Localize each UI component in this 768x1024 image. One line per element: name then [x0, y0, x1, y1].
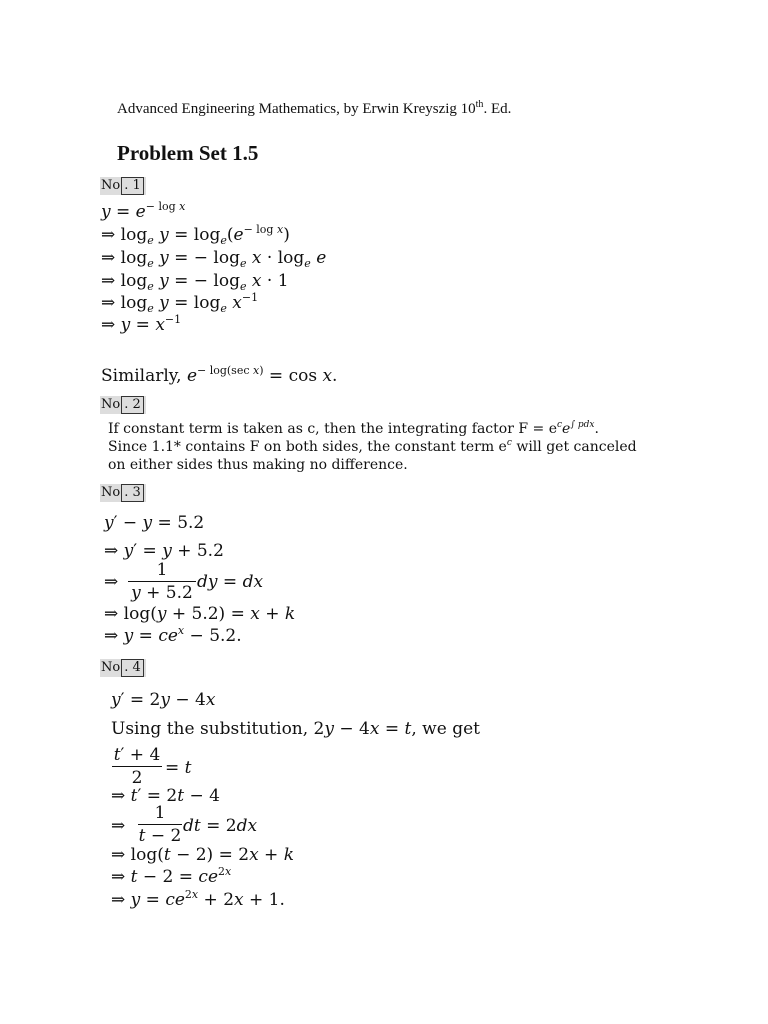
p1-line-3: ⇒ $\log_e y$ = − $\log_e x \cdot \log_e e$	[101, 248, 327, 270]
p4-line-5-rest: dt = 2dx	[183, 816, 258, 836]
p4-fraction-2	[138, 803, 182, 846]
p4-line-1: y′ = 2y − 4x	[111, 690, 216, 710]
p2-line-3: on either sides thus making no difference.	[108, 457, 408, 473]
problem-label-prefix: No	[101, 397, 121, 412]
p1-line-2: ⇒ $\log_e y = \log_e(e^{- log x})$	[101, 223, 290, 247]
p3-line-3-rest: dy = dx	[197, 572, 264, 592]
problem-label-4	[100, 659, 146, 677]
p4-line-3-rest: = t	[165, 758, 192, 778]
problem-label-1	[100, 177, 146, 195]
p3-line-1: y′ − y = 5.2	[104, 513, 205, 533]
problem-label-prefix: No	[101, 178, 121, 193]
fraction-numerator: 1	[154, 803, 166, 823]
p3-fraction	[128, 560, 196, 603]
p4-line-5-arrow: ⇒	[111, 816, 126, 836]
p2-line-1: If constant term is taken as c, then the integrating factor $F = e^ce^{\int pdx}$.	[108, 420, 599, 437]
problem-label-prefix: No	[101, 660, 121, 675]
p3-line-4: ⇒ log(y + 5.2) = x + k	[104, 604, 296, 624]
fraction-bar	[138, 824, 182, 825]
problem-label-number: . 1	[121, 177, 144, 195]
problem-label-prefix: No	[101, 485, 121, 500]
page-title: Problem Set 1.5	[117, 141, 259, 165]
p1-line-1: $y = e^{- log x}$	[101, 200, 186, 222]
fraction-numerator: 1	[156, 560, 168, 580]
problem-label-number: . 2	[121, 396, 144, 414]
p4-line-6: ⇒ log(t − 2) = 2x + k	[111, 845, 295, 865]
p2-line-2: Since 1.1* contains F on both sides, the constant term $e^c$ will get canceled	[108, 438, 637, 455]
header-text: Advanced Engineering Mathematics, by Erwin Kreyszig 10	[117, 101, 476, 117]
p4-line-8: ⇒ $y = ce^{2x} + 2x + 1$.	[111, 888, 285, 910]
problem-label-2	[100, 396, 146, 414]
p4-line-7: ⇒ $t - 2 = ce^{2x}$	[111, 865, 232, 887]
p1-line-6: ⇒ $y = x^{-1}$	[101, 313, 182, 335]
p4-line-2: Using the substitution, 2y − 4x = t, we get	[111, 719, 480, 739]
p1-similarly: Similarly, $e^{- log(sec x)} = \cos x$.	[101, 364, 338, 386]
fraction-denominator: 2	[131, 768, 143, 788]
fraction-numerator: t′ + 4	[113, 745, 161, 765]
p3-line-3-arrow: ⇒	[104, 572, 119, 592]
fraction-bar	[112, 766, 162, 767]
problem-label-number: . 4	[121, 659, 144, 677]
p1-line-5: ⇒ $\log_e y = \log_e x^{-1}$	[101, 291, 259, 315]
fraction-bar	[128, 581, 196, 582]
header-edition: . Ed.	[483, 101, 512, 117]
fraction-denominator: y + 5.2	[131, 583, 193, 603]
p4-fraction-1	[112, 745, 162, 788]
p1-line-4: ⇒ $\log_e y$ = − $\log_e x \cdot 1$	[101, 271, 289, 293]
header-superscript: th	[475, 99, 484, 110]
problem-label-number: . 3	[121, 484, 144, 502]
p3-line-2: ⇒ y′ = y + 5.2	[104, 541, 224, 561]
fraction-denominator: t − 2	[138, 826, 182, 846]
document-header	[117, 99, 511, 118]
p4-line-4: ⇒ t′ = 2t − 4	[111, 786, 220, 806]
p3-line-5: ⇒ $y = ce^x - 5.2$.	[104, 624, 242, 646]
problem-label-3	[100, 484, 146, 502]
